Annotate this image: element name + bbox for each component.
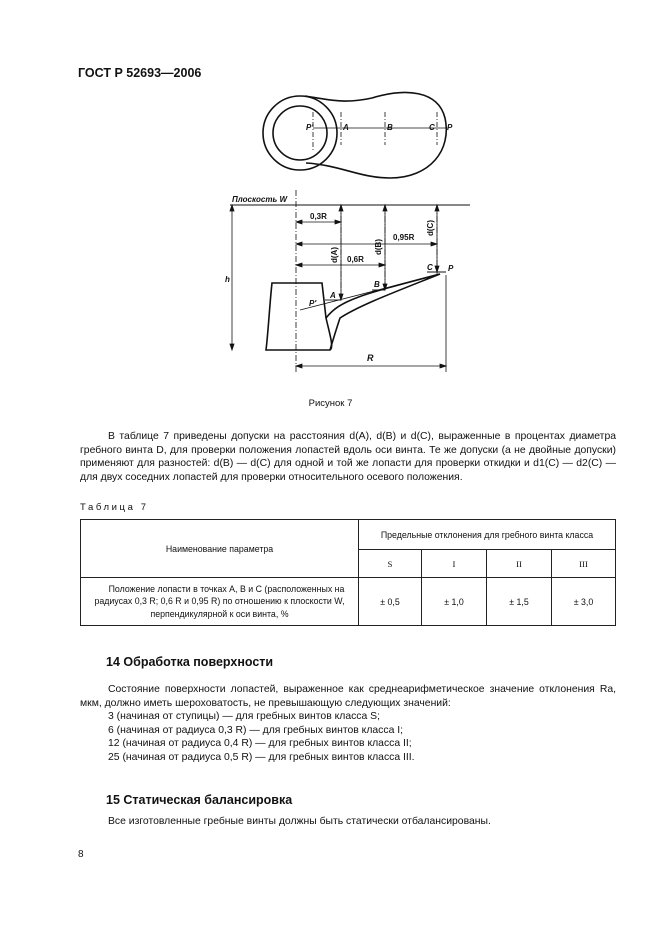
table-value-iii: ± 3,0 bbox=[552, 578, 616, 626]
blade-side-profile bbox=[326, 274, 440, 350]
section-15-text: Все изготовленные гребные винты должны быть статически отбалансированы. bbox=[108, 816, 491, 827]
table-row-param bbox=[81, 578, 359, 626]
label-a-side: A bbox=[330, 291, 336, 300]
document-code: ГОСТ Р 52693—2006 bbox=[78, 66, 202, 80]
section-14-item-4: 25 (начиная от радиуса 0,5 R) — для гребных винтов класса III. bbox=[108, 751, 415, 763]
paragraph-tolerances bbox=[80, 430, 616, 484]
table-value-ii: ± 1,5 bbox=[487, 578, 552, 626]
label-r03: 0,3R bbox=[310, 212, 327, 221]
section-14-item-2: 6 (начиная от радиуса 0,3 R) — для гребных винтов класса I; bbox=[108, 724, 404, 736]
page-number: 8 bbox=[78, 849, 84, 860]
table-row-param-text: Положение лопасти в точках A, B и C (расположенных на радиусах 0,3 R; 0,6 R и 0,95 R) по отношению к плоскости W, перпендикулярной к оси винта, % bbox=[94, 583, 345, 619]
label-r06: 0,6R bbox=[347, 255, 364, 264]
label-b-side: B bbox=[374, 280, 380, 289]
figure-caption: Рисунок 7 bbox=[308, 398, 353, 409]
label-plane-w: Плоскость W bbox=[232, 195, 287, 204]
table-value-s: ± 0,5 bbox=[359, 578, 422, 626]
label-p-prime-top: P' bbox=[306, 123, 314, 132]
table-class-i: I bbox=[422, 550, 487, 578]
table-header-param: Наименование параметра bbox=[81, 520, 359, 578]
section-15-body bbox=[80, 815, 616, 829]
paragraph-tolerances-text: В таблице 7 приведены допуски на расстояния d(A), d(B) и d(C), выраженные в процентах диаметра гребного винта D, для проверки положения лопастей вдоль оси винта. Те же допуски (а не двойные допуски) применяют для разностей: d(B) — d(C) для одной и той же лопасти для проверки откидки и d1(C) — d2(C) — для двух соседних лопастей для проверки относительного осевого положения. bbox=[80, 431, 616, 483]
figure-7-drawing bbox=[0, 0, 661, 400]
hub-inner-circle bbox=[273, 106, 327, 160]
table-class-iii: III bbox=[552, 550, 616, 578]
label-h: h bbox=[225, 275, 230, 284]
section-14-intro: Состояние поверхности лопастей, выраженное как среднеарифметическое значение отклонения Ra, мкм, должно иметь шероховатость, не превышающую следующих значений: bbox=[80, 684, 616, 709]
section-14-title: 14 Обработка поверхности bbox=[106, 655, 274, 669]
section-14-item-3: 12 (начиная от радиуса 0,4 R) — для гребных винтов класса II; bbox=[108, 738, 412, 750]
label-d-c: d(C) bbox=[426, 220, 435, 236]
label-d-a: d(A) bbox=[330, 247, 339, 263]
label-c-side: C bbox=[427, 263, 433, 272]
section-14-body bbox=[80, 683, 616, 765]
section-15-title: 15 Статическая балансировка bbox=[106, 793, 293, 807]
hub-outer-circle bbox=[263, 96, 337, 170]
label-p-side: P bbox=[448, 264, 454, 273]
section-14-item-1: 3 (начиная от ступицы) — для гребных винтов класса S; bbox=[108, 711, 380, 723]
table-class-s: S bbox=[359, 550, 422, 578]
label-c-top: C bbox=[429, 123, 435, 132]
table-header-class: Предельные отклонения для гребного винта класса bbox=[359, 520, 616, 550]
label-a-top: A bbox=[343, 123, 349, 132]
label-r: R bbox=[367, 353, 374, 363]
label-r095: 0,95R bbox=[393, 233, 415, 242]
tolerance-table bbox=[80, 519, 616, 626]
label-p-top: P bbox=[447, 123, 453, 132]
label-p-prime-side: P' bbox=[309, 299, 317, 308]
hub-side-profile bbox=[266, 283, 332, 350]
table-value-i: ± 1,0 bbox=[422, 578, 487, 626]
table-class-ii: II bbox=[487, 550, 552, 578]
label-b-top: B bbox=[387, 123, 393, 132]
label-d-b: d(B) bbox=[374, 239, 383, 255]
table-label: Таблица 7 bbox=[80, 502, 149, 513]
